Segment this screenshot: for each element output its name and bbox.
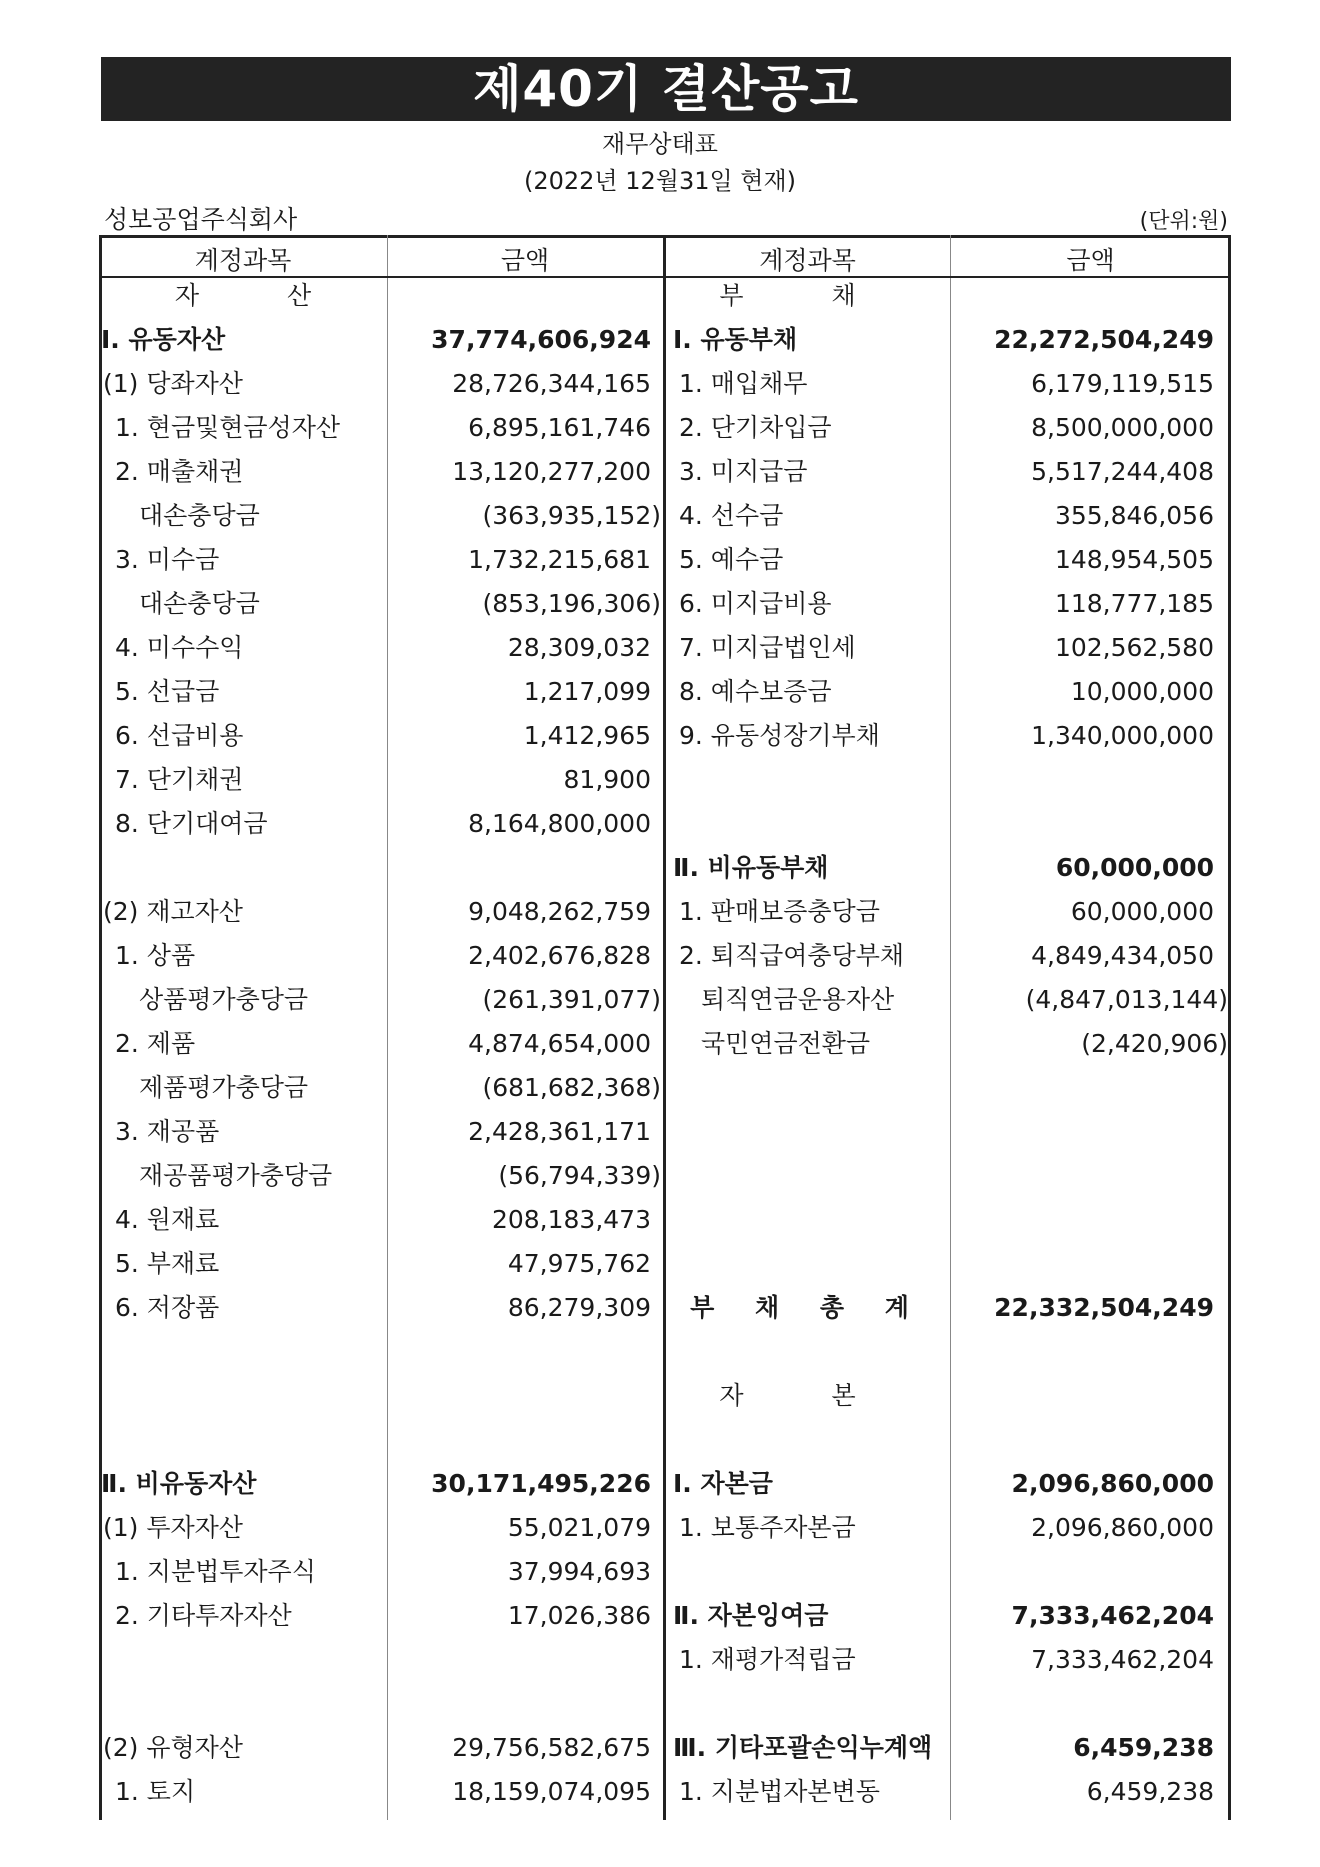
liability-equity-row-amount: 60,000,000 — [1070, 897, 1214, 926]
asset-row-amount: 2,428,361,171 — [468, 1117, 651, 1146]
asset-row-amount: 81,900 — [563, 765, 651, 794]
asset-row-label: 제품평가충당금 — [139, 1073, 309, 1102]
liability-equity-row-amount: 2,096,860,000 — [1031, 1513, 1214, 1542]
asset-row-amount: (681,682,368) — [482, 1073, 661, 1102]
liability-equity-row-amount: 4,849,434,050 — [1031, 941, 1214, 970]
liability-equity-row-label: 6. 미지급비용 — [679, 589, 832, 618]
asset-row-label: 7. 단기채권 — [115, 765, 244, 794]
page-title: 제40기 결산공고 — [101, 57, 1231, 121]
asset-row-amount: (56,794,339) — [498, 1161, 661, 1190]
liability-equity-row-label: 4. 선수금 — [679, 501, 784, 530]
liability-equity-row-label: 9. 유동성장기부채 — [679, 721, 880, 750]
liability-equity-row-label: Ⅲ. 기타포괄손익누계액 — [673, 1733, 933, 1762]
liability-equity-row-label: 국민연금전환금 — [701, 1029, 871, 1058]
liability-equity-row-label: 1. 보통주자본금 — [679, 1513, 856, 1542]
asset-row-amount: 30,171,495,226 — [431, 1469, 651, 1498]
liability-equity-row-label: 1. 지분법자본변동 — [679, 1777, 880, 1806]
liability-equity-row-amount: (4,847,013,144) — [1025, 985, 1228, 1014]
liability-equity-row-amount: 7,333,462,204 — [1031, 1645, 1214, 1674]
liability-equity-row-label: Ⅱ. 비유동부채 — [673, 853, 829, 882]
asset-row-label: 1. 현금및현금성자산 — [115, 413, 340, 442]
asset-row-label: 1. 토지 — [115, 1777, 196, 1806]
asset-row-label: 2. 기타투자자산 — [115, 1601, 292, 1630]
liability-equity-row-amount: 5,517,244,408 — [1031, 457, 1214, 486]
asset-row-amount: 37,774,606,924 — [431, 325, 651, 354]
liability-equity-row-amount: 2,096,860,000 — [1011, 1469, 1214, 1498]
liability-equity-row-label: 퇴직연금운용자산 — [701, 985, 895, 1014]
header-account-left: 계정과목 — [194, 246, 292, 275]
asset-row-amount: 28,726,344,165 — [452, 369, 651, 398]
liability-equity-row-label: 2. 퇴직급여충당부채 — [679, 941, 904, 970]
liability-equity-row-amount: 60,000,000 — [1055, 853, 1214, 882]
liability-equity-row-amount: 118,777,185 — [1054, 589, 1214, 618]
asset-row-amount: 2,402,676,828 — [468, 941, 651, 970]
unit-label: (단위:원) — [1139, 209, 1228, 234]
asset-row-label: 3. 재공품 — [115, 1117, 220, 1146]
asset-row-amount: 4,874,654,000 — [468, 1029, 651, 1058]
asset-row-label: 2. 제품 — [115, 1029, 196, 1058]
asset-row-amount: 1,412,965 — [523, 721, 651, 750]
asset-row-label: 대손충당금 — [139, 501, 260, 530]
liability-equity-row-label: 5. 예수금 — [679, 545, 784, 574]
asset-row-amount: 28,309,032 — [507, 633, 651, 662]
header-amount-right: 금액 — [1066, 246, 1115, 275]
liability-equity-row-amount: 22,272,504,249 — [994, 325, 1214, 354]
asset-row-label: (1) 투자자산 — [103, 1513, 243, 1542]
asset-row-amount: 1,217,099 — [523, 677, 651, 706]
liability-equity-row-amount: 8,500,000,000 — [1031, 413, 1214, 442]
asset-row-amount: 13,120,277,200 — [452, 457, 651, 486]
asset-row-amount: 8,164,800,000 — [468, 809, 651, 838]
column-divider-right — [950, 235, 951, 1820]
balance-sheet-table — [99, 235, 1231, 1820]
asset-row-label: 재공품평가충당금 — [139, 1161, 333, 1190]
liability-equity-row-label: 2. 단기차입금 — [679, 413, 832, 442]
liability-equity-row-label: 1. 판매보증충당금 — [679, 897, 880, 926]
column-divider-left — [387, 235, 388, 1820]
asset-row-label: 대손충당금 — [139, 589, 260, 618]
statement-date: (2022년 12월31일 현재) — [523, 167, 797, 195]
liability-equity-row-label: Ⅰ. 유동부채 — [673, 325, 798, 354]
liability-equity-row-amount: 148,954,505 — [1054, 545, 1214, 574]
asset-row-label: 2. 매출채권 — [115, 457, 244, 486]
header-account-right: 계정과목 — [759, 246, 856, 275]
asset-row-amount: 18,159,074,095 — [452, 1777, 651, 1806]
liability-equity-row-amount: 6,459,238 — [1073, 1733, 1214, 1762]
asset-row-label: (2) 재고자산 — [103, 897, 243, 926]
liability-equity-row-label: 1. 매입채무 — [679, 369, 808, 398]
statement-name: 재무상태표 — [602, 130, 718, 158]
liability-equity-row-label: Ⅰ. 자본금 — [673, 1469, 773, 1498]
company-name: 성보공업주식회사 — [104, 205, 298, 234]
liability-equity-row-label: 자 본 — [719, 1381, 896, 1410]
liability-equity-row-amount: 7,333,462,204 — [1011, 1601, 1214, 1630]
asset-row-amount: 17,026,386 — [507, 1601, 651, 1630]
asset-row-label: 5. 선급금 — [115, 677, 220, 706]
liability-equity-row-amount: (2,420,906) — [1081, 1029, 1228, 1058]
asset-row-label: 1. 지분법투자주식 — [115, 1557, 316, 1586]
asset-row-label: 5. 부재료 — [115, 1249, 220, 1278]
asset-row-amount: 55,021,079 — [507, 1513, 651, 1542]
asset-row-amount: (261,391,077) — [482, 985, 661, 1014]
asset-row-amount: 47,975,762 — [507, 1249, 651, 1278]
liability-equity-row-label: 8. 예수보증금 — [679, 677, 832, 706]
liability-equity-row-amount: 355,846,056 — [1054, 501, 1214, 530]
asset-row-label: (1) 당좌자산 — [103, 369, 243, 398]
asset-row-label: 1. 상품 — [115, 941, 196, 970]
asset-row-label: 4. 미수수익 — [115, 633, 244, 662]
liability-equity-row-amount: 22,332,504,249 — [994, 1293, 1214, 1322]
liability-equity-row-amount: 6,179,119,515 — [1031, 369, 1214, 398]
asset-row-amount: 29,756,582,675 — [452, 1733, 651, 1762]
liability-equity-row-label: Ⅱ. 자본잉여금 — [673, 1601, 829, 1630]
asset-row-label: Ⅱ. 비유동자산 — [101, 1469, 257, 1498]
asset-row-amount: 1,732,215,681 — [468, 545, 651, 574]
liability-equity-row-label: 부 채 총 계 — [690, 1293, 925, 1322]
asset-row-amount: 6,895,161,746 — [468, 413, 651, 442]
liability-equity-row-label: 3. 미지급금 — [679, 457, 808, 486]
asset-row-amount: 208,183,473 — [491, 1205, 651, 1234]
asset-row-amount: (363,935,152) — [482, 501, 661, 530]
asset-row-amount: 86,279,309 — [507, 1293, 651, 1322]
liability-equity-row-amount: 1,340,000,000 — [1031, 721, 1214, 750]
column-divider-center — [663, 235, 666, 1820]
liability-equity-row-amount: 102,562,580 — [1054, 633, 1214, 662]
header-amount-left: 금액 — [500, 246, 550, 275]
asset-row-label: 4. 원재료 — [115, 1205, 220, 1234]
asset-row-label: 상품평가충당금 — [139, 985, 309, 1014]
asset-row-label: 3. 미수금 — [115, 545, 220, 574]
asset-row-amount: 9,048,262,759 — [468, 897, 651, 926]
liability-equity-row-label: 1. 재평가적립금 — [679, 1645, 856, 1674]
asset-row-amount: 37,994,693 — [507, 1557, 651, 1586]
asset-row-label: 6. 저장품 — [115, 1293, 220, 1322]
liability-equity-row-label: 7. 미지급법인세 — [679, 633, 856, 662]
liability-equity-row-amount: 10,000,000 — [1070, 677, 1214, 706]
asset-row-label: 8. 단기대여금 — [115, 809, 268, 838]
asset-row-label: Ⅰ. 유동자산 — [101, 325, 226, 354]
liability-equity-row-amount: 6,459,238 — [1086, 1777, 1214, 1806]
asset-row-label: (2) 유형자산 — [103, 1733, 243, 1762]
asset-row-label: 6. 선급비용 — [115, 721, 244, 750]
asset-row-amount: (853,196,306) — [482, 589, 661, 618]
asset-row-label: 자 산 — [174, 281, 352, 310]
liability-equity-row-label: 부 채 — [719, 281, 896, 310]
